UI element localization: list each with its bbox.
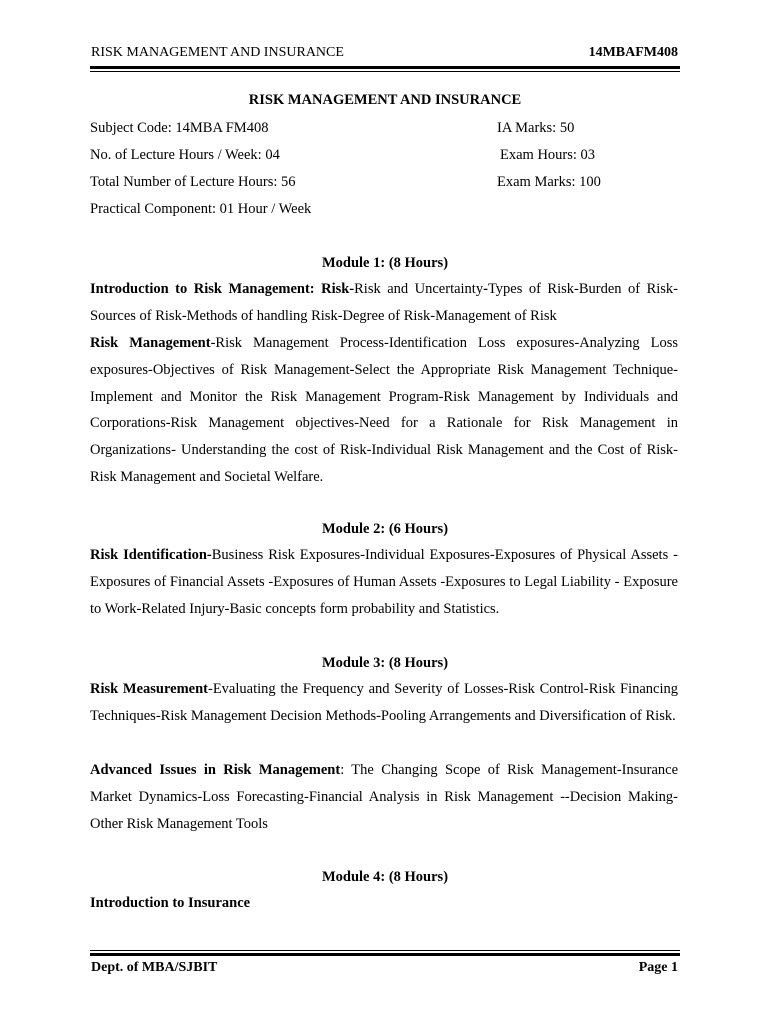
exam-hours: Exam Hours: 03 bbox=[500, 147, 596, 163]
footer-rule bbox=[90, 950, 680, 956]
practical-component: Practical Component: 01 Hour / Week bbox=[90, 201, 312, 217]
module-4-heading: Module 4: (8 Hours) bbox=[321, 869, 449, 885]
module-1-intro-text-a: Risk and Uncertainty bbox=[354, 281, 484, 297]
module-4-paragraph bbox=[90, 890, 678, 917]
total-lecture-hours: Total Number of Lecture Hours: 56 bbox=[90, 174, 296, 190]
module-2-paragraph bbox=[90, 542, 678, 622]
footer-department: Dept. of MBA/SJBIT bbox=[91, 960, 218, 975]
module-1-rm-text: -Risk Management Process-Identification Loss exposures-Analyzing Loss exposures-Objectives of Risk Management-Select the Appropriate Risk Management Technique-Implement and Monitor the Risk Management Program-Risk Management by Individuals and Corporations-Risk Management objectives-Need for a Rationale for Risk Management in Organizations- Understanding the cost of Risk-Individual Risk Management and the Cost of Risk-Risk Management and Societal Welfare. bbox=[90, 335, 678, 485]
module-3-measurement-paragraph bbox=[90, 676, 678, 730]
module-2-heading: Module 2: (6 Hours) bbox=[321, 521, 449, 537]
module-1-intro-dash: - bbox=[483, 281, 488, 297]
exam-marks: Exam Marks: 100 bbox=[497, 174, 601, 190]
running-header-code: 14MBAFM408 bbox=[588, 45, 678, 60]
module-1-intro-text-b: Types of Risk-Burden of Risk-Sources of Risk-Methods of handling Risk-Degree of Risk-Management of Risk bbox=[90, 281, 678, 324]
module-1-risk-management-paragraph bbox=[90, 330, 678, 491]
module-3-heading: Module 3: (8 Hours) bbox=[321, 655, 449, 671]
ia-marks: IA Marks: 50 bbox=[497, 120, 575, 136]
module-4-label: Introduction to Insurance bbox=[90, 895, 251, 911]
running-header-title: RISK MANAGEMENT AND INSURANCE bbox=[91, 45, 344, 60]
module-2-text: Business Risk Exposures-Individual Exposures-Exposures of Physical Assets -Exposures of Financial Assets -Exposures of Human Assets -Exposures to Legal Liability - Exposure to Work-Related Injury-Basic concepts form probability and Statistics. bbox=[90, 547, 678, 617]
module-1-heading: Module 1: (8 Hours) bbox=[321, 255, 449, 271]
page-number: Page 1 bbox=[638, 960, 678, 975]
module-1-rm-label: Risk Management bbox=[90, 335, 211, 351]
module-3-advanced-paragraph bbox=[90, 757, 678, 837]
module-3-measurement-text: -Evaluating the Frequency and Severity of Losses-Risk Control-Risk Financing Techniques-Risk Management Decision Methods-Pooling Arrangements and Diversification of Risk. bbox=[90, 681, 678, 724]
header-rule bbox=[90, 66, 680, 72]
module-3-advanced-label: Advanced Issues in Risk Management bbox=[90, 762, 341, 778]
page-title: RISK MANAGEMENT AND INSURANCE bbox=[248, 92, 522, 108]
module-1-intro-paragraph bbox=[90, 276, 678, 330]
lecture-hours-week: No. of Lecture Hours / Week: 04 bbox=[90, 147, 280, 163]
module-2-label: Risk Identification- bbox=[90, 547, 212, 563]
module-3-advanced-text: : The Changing Scope of Risk Management-Insurance Market Dynamics-Loss Forecasting-Financial Analysis in Risk Management --Decision Making-Other Risk Management Tools bbox=[90, 762, 679, 832]
subject-code: Subject Code: 14MBA FM408 bbox=[90, 120, 269, 136]
module-3-measurement-label: Risk Measurement bbox=[90, 681, 208, 697]
module-1-intro-label: Introduction to Risk Management: Risk- bbox=[90, 281, 355, 297]
